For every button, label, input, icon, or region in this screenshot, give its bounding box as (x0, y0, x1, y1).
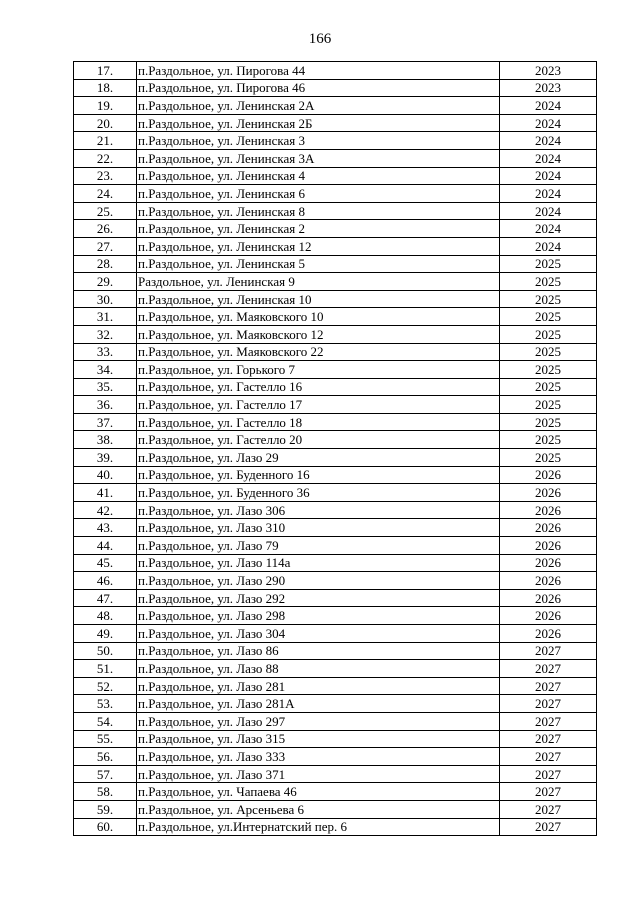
table-row (74, 537, 597, 555)
year-cell: 2024 (500, 149, 597, 167)
table-row (74, 361, 597, 379)
row-number-cell: 38. (74, 431, 137, 449)
table-row (74, 607, 597, 625)
year-cell: 2024 (500, 97, 597, 115)
address-cell: п.Раздольное, ул. Лазо 298 (137, 607, 500, 625)
address-cell: п.Раздольное, ул. Пирогова 44 (137, 62, 500, 80)
year-cell: 2026 (500, 589, 597, 607)
table-row (74, 378, 597, 396)
row-number-cell: 19. (74, 97, 137, 115)
address-cell: п.Раздольное, ул. Ленинская 12 (137, 237, 500, 255)
row-number-cell: 23. (74, 167, 137, 185)
row-number-cell: 32. (74, 325, 137, 343)
address-table-body (74, 62, 597, 836)
year-cell: 2025 (500, 273, 597, 291)
row-number-cell: 47. (74, 589, 137, 607)
address-cell: п.Раздольное, ул. Ленинская 3 (137, 132, 500, 150)
year-cell: 2027 (500, 818, 597, 836)
address-cell: п.Раздольное, ул. Горького 7 (137, 361, 500, 379)
row-number-cell: 51. (74, 660, 137, 678)
table-row (74, 114, 597, 132)
year-cell: 2026 (500, 537, 597, 555)
year-cell: 2024 (500, 114, 597, 132)
table-row (74, 413, 597, 431)
address-cell: п.Раздольное, ул. Ленинская 8 (137, 202, 500, 220)
year-cell: 2026 (500, 554, 597, 572)
address-cell: п.Раздольное, ул. Лазо 290 (137, 572, 500, 590)
year-cell: 2024 (500, 237, 597, 255)
row-number-cell: 55. (74, 730, 137, 748)
year-cell: 2027 (500, 765, 597, 783)
year-cell: 2025 (500, 308, 597, 326)
address-cell: п.Раздольное, ул. Гастелло 18 (137, 413, 500, 431)
table-row (74, 501, 597, 519)
address-cell: п.Раздольное, ул. Ленинская 4 (137, 167, 500, 185)
row-number-cell: 49. (74, 625, 137, 643)
address-cell: п.Раздольное, ул. Лазо 315 (137, 730, 500, 748)
row-number-cell: 24. (74, 185, 137, 203)
row-number-cell: 54. (74, 712, 137, 730)
address-cell: п.Раздольное, ул. Лазо 29 (137, 449, 500, 467)
row-number-cell: 35. (74, 378, 137, 396)
table-row (74, 800, 597, 818)
year-cell: 2023 (500, 62, 597, 80)
address-cell: п.Раздольное, ул. Лазо 304 (137, 625, 500, 643)
table-row (74, 79, 597, 97)
year-cell: 2024 (500, 132, 597, 150)
table-row (74, 765, 597, 783)
row-number-cell: 40. (74, 466, 137, 484)
year-cell: 2025 (500, 413, 597, 431)
table-row (74, 255, 597, 273)
table-row (74, 466, 597, 484)
row-number-cell: 44. (74, 537, 137, 555)
row-number-cell: 43. (74, 519, 137, 537)
year-cell: 2027 (500, 730, 597, 748)
address-cell: п.Раздольное, ул. Лазо 292 (137, 589, 500, 607)
address-cell: п.Раздольное, ул. Пирогова 46 (137, 79, 500, 97)
row-number-cell: 17. (74, 62, 137, 80)
table-row (74, 343, 597, 361)
table-row (74, 572, 597, 590)
year-cell: 2025 (500, 325, 597, 343)
year-cell: 2026 (500, 501, 597, 519)
year-cell: 2026 (500, 466, 597, 484)
table-row (74, 149, 597, 167)
table-row (74, 185, 597, 203)
year-cell: 2025 (500, 361, 597, 379)
address-cell: п.Раздольное, ул. Лазо 297 (137, 712, 500, 730)
year-cell: 2023 (500, 79, 597, 97)
table-row (74, 554, 597, 572)
address-cell: п.Раздольное, ул. Лазо 306 (137, 501, 500, 519)
row-number-cell: 41. (74, 484, 137, 502)
row-number-cell: 46. (74, 572, 137, 590)
address-cell: п.Раздольное, ул. Ленинская 2А (137, 97, 500, 115)
table-row (74, 677, 597, 695)
address-cell: п.Раздольное, ул. Ленинская 6 (137, 185, 500, 203)
table-row (74, 449, 597, 467)
row-number-cell: 25. (74, 202, 137, 220)
address-cell: п.Раздольное, ул. Ленинская 2Б (137, 114, 500, 132)
year-cell: 2027 (500, 660, 597, 678)
address-cell: п.Раздольное, ул. Лазо 371 (137, 765, 500, 783)
year-cell: 2026 (500, 572, 597, 590)
table-row (74, 818, 597, 836)
address-table (73, 61, 597, 836)
row-number-cell: 30. (74, 290, 137, 308)
row-number-cell: 37. (74, 413, 137, 431)
table-row (74, 695, 597, 713)
table-row (74, 660, 597, 678)
address-cell: п.Раздольное, ул. Чапаева 46 (137, 783, 500, 801)
year-cell: 2026 (500, 519, 597, 537)
row-number-cell: 31. (74, 308, 137, 326)
year-cell: 2024 (500, 220, 597, 238)
row-number-cell: 56. (74, 748, 137, 766)
row-number-cell: 34. (74, 361, 137, 379)
row-number-cell: 42. (74, 501, 137, 519)
table-row (74, 308, 597, 326)
year-cell: 2025 (500, 449, 597, 467)
table-row (74, 783, 597, 801)
row-number-cell: 59. (74, 800, 137, 818)
address-cell: п.Раздольное, ул. Ленинская 5 (137, 255, 500, 273)
address-cell: п.Раздольное, ул. Лазо 310 (137, 519, 500, 537)
address-cell: п.Раздольное, ул. Ленинская 2 (137, 220, 500, 238)
year-cell: 2027 (500, 783, 597, 801)
address-cell: п.Раздольное, ул. Лазо 79 (137, 537, 500, 555)
year-cell: 2026 (500, 607, 597, 625)
year-cell: 2027 (500, 695, 597, 713)
row-number-cell: 26. (74, 220, 137, 238)
address-cell: п.Раздольное, ул.Интернатский пер. 6 (137, 818, 500, 836)
row-number-cell: 21. (74, 132, 137, 150)
year-cell: 2027 (500, 748, 597, 766)
year-cell: 2025 (500, 255, 597, 273)
year-cell: 2025 (500, 431, 597, 449)
address-cell: п.Раздольное, ул. Буденного 36 (137, 484, 500, 502)
year-cell: 2025 (500, 396, 597, 414)
year-cell: 2025 (500, 290, 597, 308)
year-cell: 2024 (500, 185, 597, 203)
table-row (74, 202, 597, 220)
table-row (74, 730, 597, 748)
row-number-cell: 20. (74, 114, 137, 132)
address-cell: п.Раздольное, ул. Маяковского 22 (137, 343, 500, 361)
table-row (74, 62, 597, 80)
year-cell: 2024 (500, 202, 597, 220)
table-row (74, 167, 597, 185)
address-cell: п.Раздольное, ул. Лазо 281А (137, 695, 500, 713)
year-cell: 2027 (500, 800, 597, 818)
row-number-cell: 58. (74, 783, 137, 801)
row-number-cell: 45. (74, 554, 137, 572)
table-row (74, 712, 597, 730)
table-row (74, 396, 597, 414)
table-row (74, 625, 597, 643)
row-number-cell: 22. (74, 149, 137, 167)
row-number-cell: 48. (74, 607, 137, 625)
address-cell: п.Раздольное, ул. Лазо 86 (137, 642, 500, 660)
row-number-cell: 57. (74, 765, 137, 783)
row-number-cell: 60. (74, 818, 137, 836)
table-row (74, 431, 597, 449)
address-cell: п.Раздольное, ул. Арсеньева 6 (137, 800, 500, 818)
address-cell: п.Раздольное, ул. Гастелло 17 (137, 396, 500, 414)
row-number-cell: 27. (74, 237, 137, 255)
address-cell: п.Раздольное, ул. Лазо 88 (137, 660, 500, 678)
address-cell: п.Раздольное, ул. Лазо 281 (137, 677, 500, 695)
table-row (74, 97, 597, 115)
year-cell: 2026 (500, 484, 597, 502)
address-cell: п.Раздольное, ул. Гастелло 20 (137, 431, 500, 449)
address-cell: п.Раздольное, ул. Буденного 16 (137, 466, 500, 484)
table-row (74, 237, 597, 255)
year-cell: 2027 (500, 642, 597, 660)
address-cell: Раздольное, ул. Ленинская 9 (137, 273, 500, 291)
row-number-cell: 52. (74, 677, 137, 695)
table-row (74, 132, 597, 150)
table-row (74, 325, 597, 343)
year-cell: 2027 (500, 677, 597, 695)
row-number-cell: 33. (74, 343, 137, 361)
year-cell: 2026 (500, 625, 597, 643)
table-row (74, 273, 597, 291)
page-number: 166 (308, 31, 332, 47)
address-cell: п.Раздольное, ул. Ленинская 3А (137, 149, 500, 167)
table-row (74, 290, 597, 308)
row-number-cell: 18. (74, 79, 137, 97)
row-number-cell: 28. (74, 255, 137, 273)
table-row (74, 484, 597, 502)
table-row (74, 220, 597, 238)
address-cell: п.Раздольное, ул. Ленинская 10 (137, 290, 500, 308)
year-cell: 2025 (500, 378, 597, 396)
year-cell: 2024 (500, 167, 597, 185)
address-cell: п.Раздольное, ул. Маяковского 10 (137, 308, 500, 326)
table-row (74, 748, 597, 766)
year-cell: 2027 (500, 712, 597, 730)
row-number-cell: 39. (74, 449, 137, 467)
table-row (74, 642, 597, 660)
address-cell: п.Раздольное, ул. Гастелло 16 (137, 378, 500, 396)
address-cell: п.Раздольное, ул. Маяковского 12 (137, 325, 500, 343)
row-number-cell: 53. (74, 695, 137, 713)
table-row (74, 589, 597, 607)
table-row (74, 519, 597, 537)
row-number-cell: 36. (74, 396, 137, 414)
row-number-cell: 50. (74, 642, 137, 660)
row-number-cell: 29. (74, 273, 137, 291)
address-cell: п.Раздольное, ул. Лазо 333 (137, 748, 500, 766)
year-cell: 2025 (500, 343, 597, 361)
address-cell: п.Раздольное, ул. Лазо 114а (137, 554, 500, 572)
